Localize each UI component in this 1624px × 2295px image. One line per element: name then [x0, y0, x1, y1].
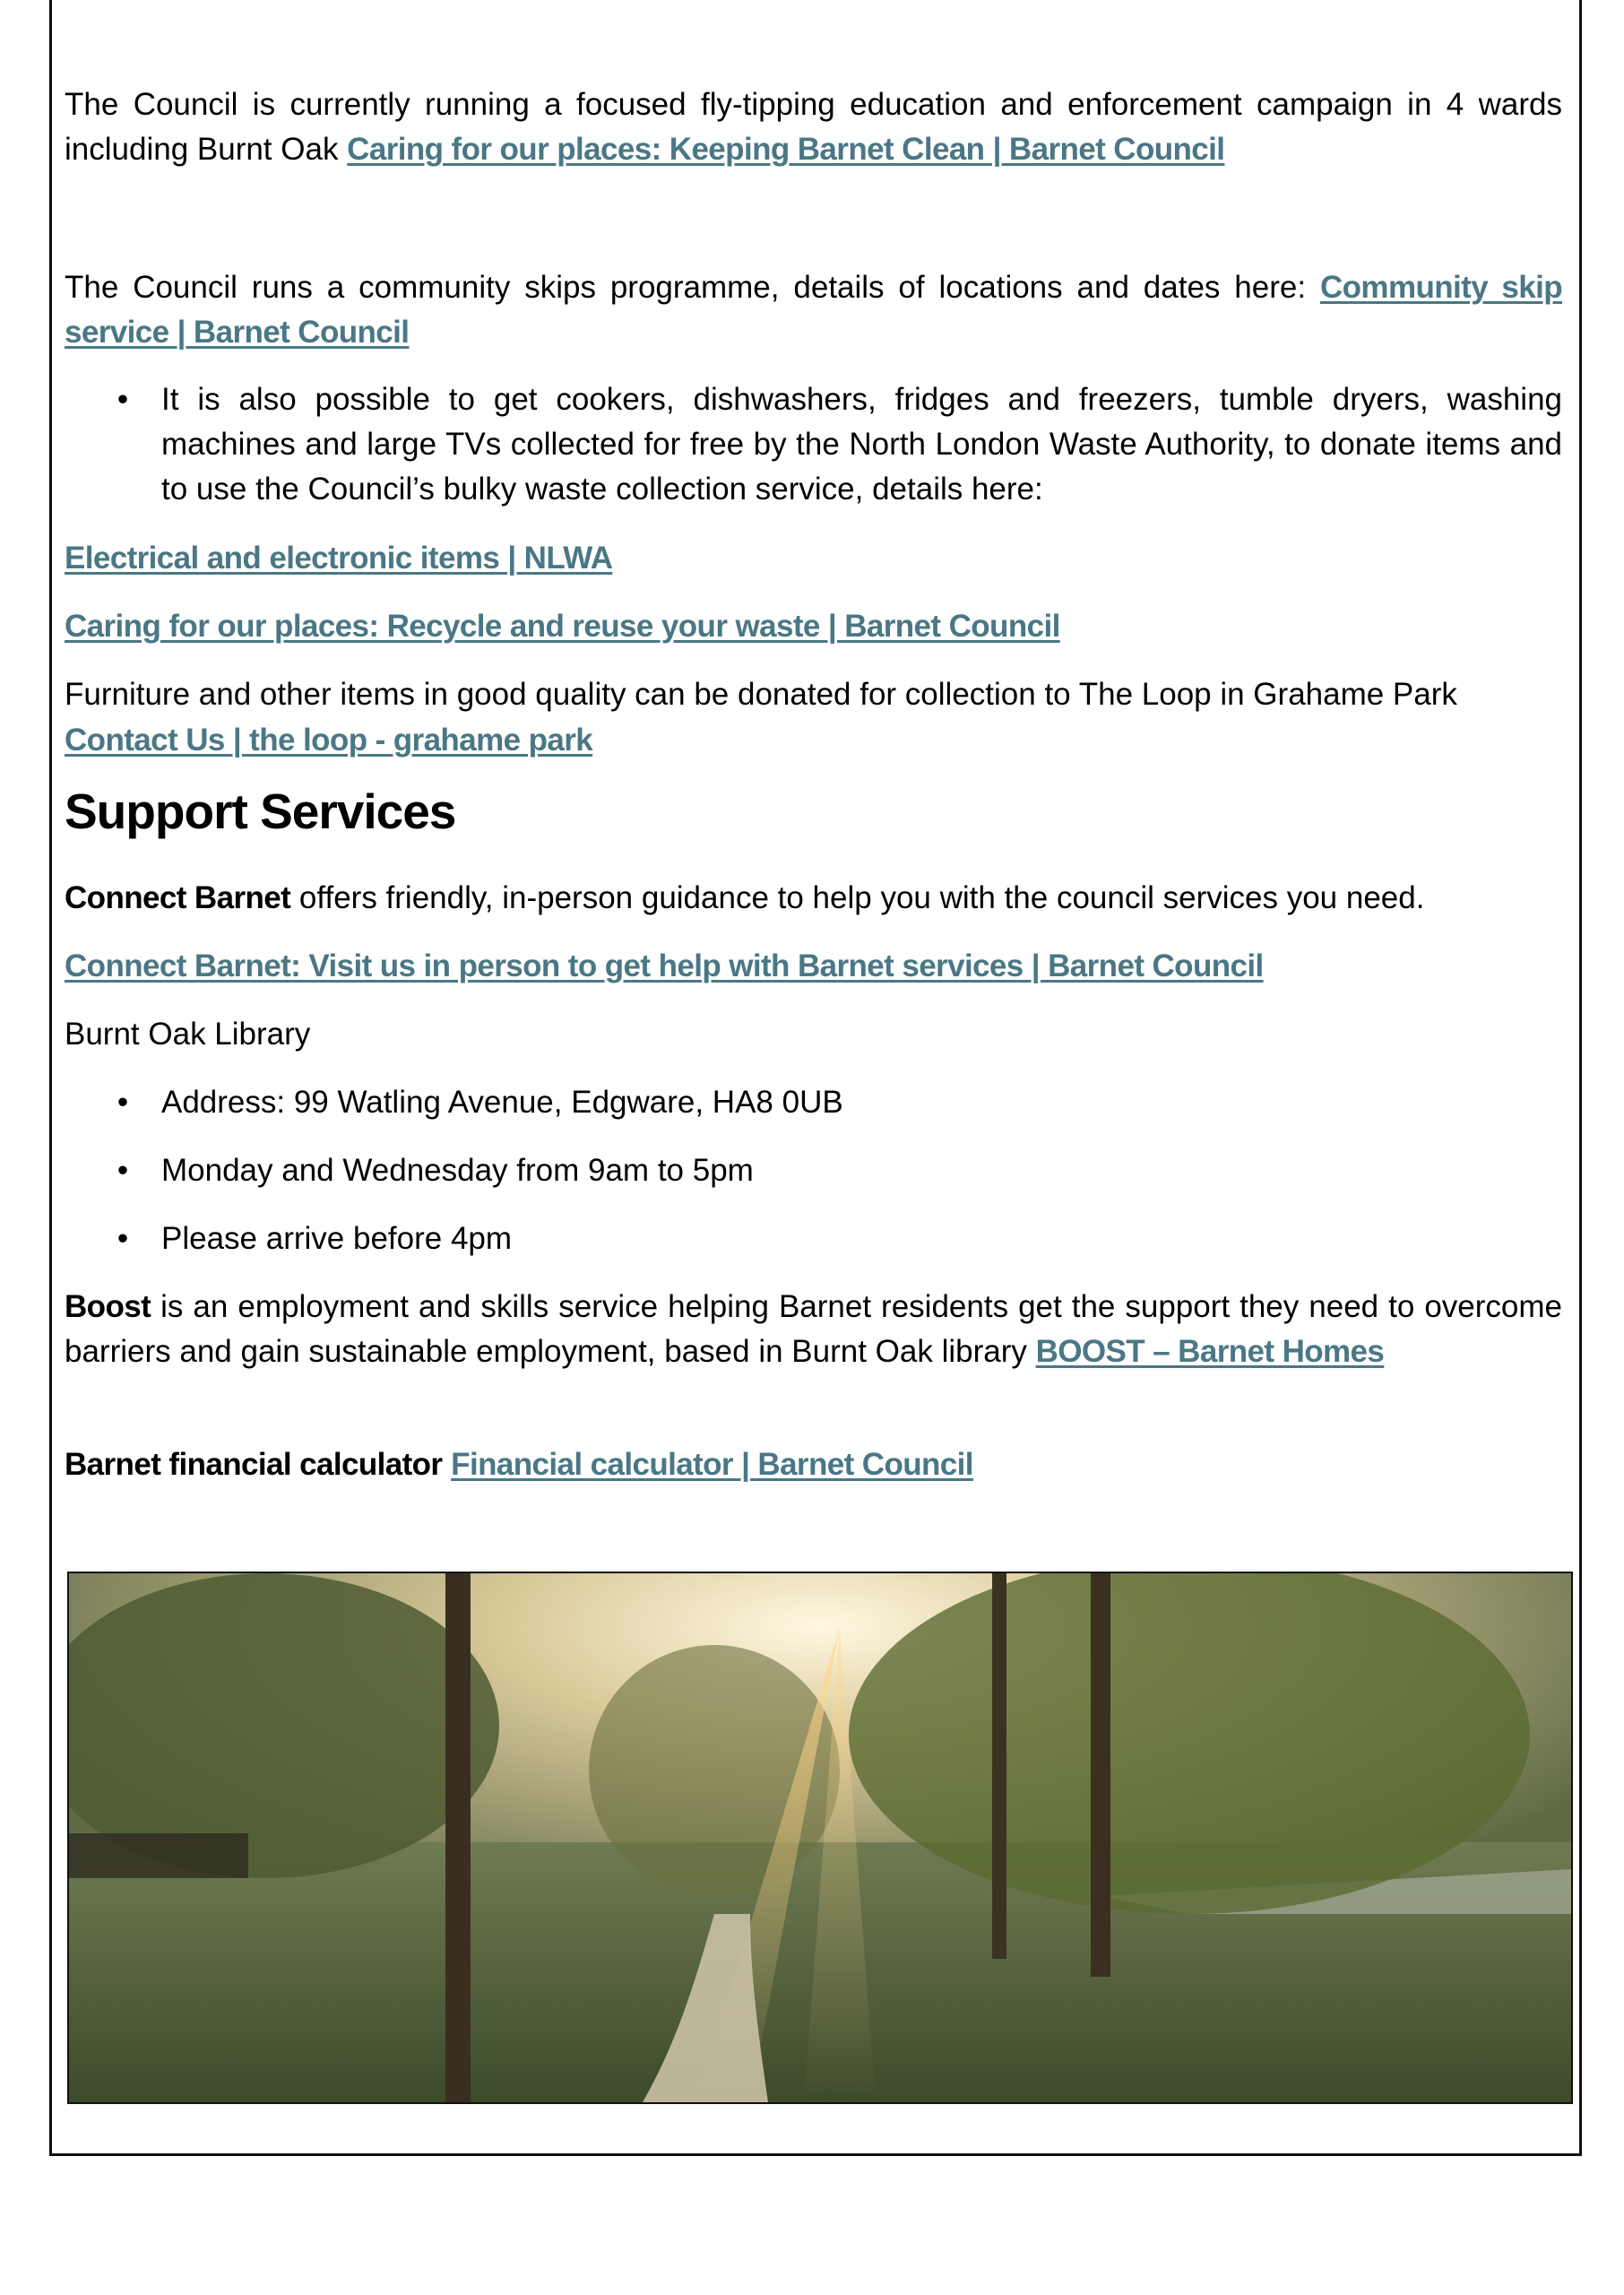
- flytipping-text: The Council is currently running a focused fly-tipping education and enforcement campaign in 4 wards including Burnt Oak: [65, 87, 1562, 167]
- tree-trunk: [992, 1573, 1006, 1959]
- skips-text: The Council runs a community skips programme, details of locations and dates here:: [65, 270, 1320, 305]
- bullet-icon: •: [117, 1153, 129, 1188]
- financial-calculator-row: [65, 1442, 1562, 1487]
- library-bullet-arrival: [65, 1217, 1562, 1261]
- library-hours-text: Monday and Wednesday from 9am to 5pm: [161, 1153, 754, 1188]
- nlwa-link-row: [65, 536, 1562, 581]
- boost-barnet-homes-link[interactable]: BOOST – Barnet Homes: [1035, 1334, 1385, 1369]
- bulky-waste-bullet: [65, 377, 1562, 512]
- connect-barnet-link[interactable]: Connect Barnet: Visit us in person to get help with Barnet services | Barnet Council: [65, 948, 1264, 983]
- wooden-fence: [69, 1833, 248, 1878]
- library-bullet-address: [65, 1080, 1562, 1125]
- boost-bold: Boost: [65, 1289, 151, 1324]
- recycle-reuse-link[interactable]: Caring for our places: Recycle and reuse your waste | Barnet Council: [65, 609, 1060, 644]
- park-stream-photo: [67, 1572, 1573, 2104]
- furniture-text: Furniture and other items in good quality can be donated for collection to The Loop in Grahame Park: [65, 677, 1457, 712]
- bullet-icon: •: [117, 1221, 129, 1256]
- support-services-heading: Support Services: [65, 784, 456, 839]
- bullet-icon: •: [117, 382, 129, 417]
- the-loop-contact-link[interactable]: Contact Us | the loop - grahame park: [65, 723, 593, 758]
- tree-trunk: [445, 1573, 471, 2102]
- keeping-barnet-clean-link[interactable]: Caring for our places: Keeping Barnet Clean | Barnet Council: [347, 132, 1225, 167]
- financial-calculator-link[interactable]: Financial calculator | Barnet Council: [451, 1447, 973, 1482]
- flytipping-paragraph: [65, 82, 1562, 172]
- burnt-oak-library-label: Burnt Oak Library: [65, 1017, 311, 1052]
- the-loop-link-row: [65, 718, 1562, 763]
- park-stream-illustration: [69, 1573, 1571, 2102]
- connect-barnet-bold: Connect Barnet: [65, 880, 291, 915]
- bullet-icon: •: [117, 1085, 129, 1120]
- library-bullet-hours: [65, 1148, 1562, 1193]
- skips-paragraph: [65, 265, 1562, 355]
- bulky-waste-text: It is also possible to get cookers, dishwashers, fridges and freezers, tumble dryers, washing machines and large TVs collected for free by the North London Waste Authority, to donate items and to use the Council’s bulky waste collection service, details here:: [161, 382, 1562, 507]
- connect-barnet-paragraph: [65, 876, 1562, 921]
- nlwa-electrical-link[interactable]: Electrical and electronic items | NLWA: [65, 541, 613, 576]
- connect-barnet-text: offers friendly, in-person guidance to help you with the council services you need.: [290, 880, 1425, 915]
- tree-trunk: [1091, 1573, 1110, 1977]
- boost-text: is an employment and skills service helping Barnet residents get the support they need to overcome barriers and gain sustainable employment, based in Burnt Oak library: [65, 1289, 1562, 1369]
- community-skip-link[interactable]: Community skip service | Barnet Council: [65, 270, 1562, 350]
- library-address-text: Address: 99 Watling Avenue, Edgware, HA8 0UB: [161, 1085, 843, 1120]
- recycle-link-row: [65, 604, 1562, 649]
- library-arrival-text: Please arrive before 4pm: [161, 1221, 513, 1256]
- financial-calculator-bold: Barnet financial calculator: [65, 1447, 443, 1482]
- connect-barnet-link-row: [65, 944, 1562, 989]
- boost-paragraph: [65, 1285, 1562, 1374]
